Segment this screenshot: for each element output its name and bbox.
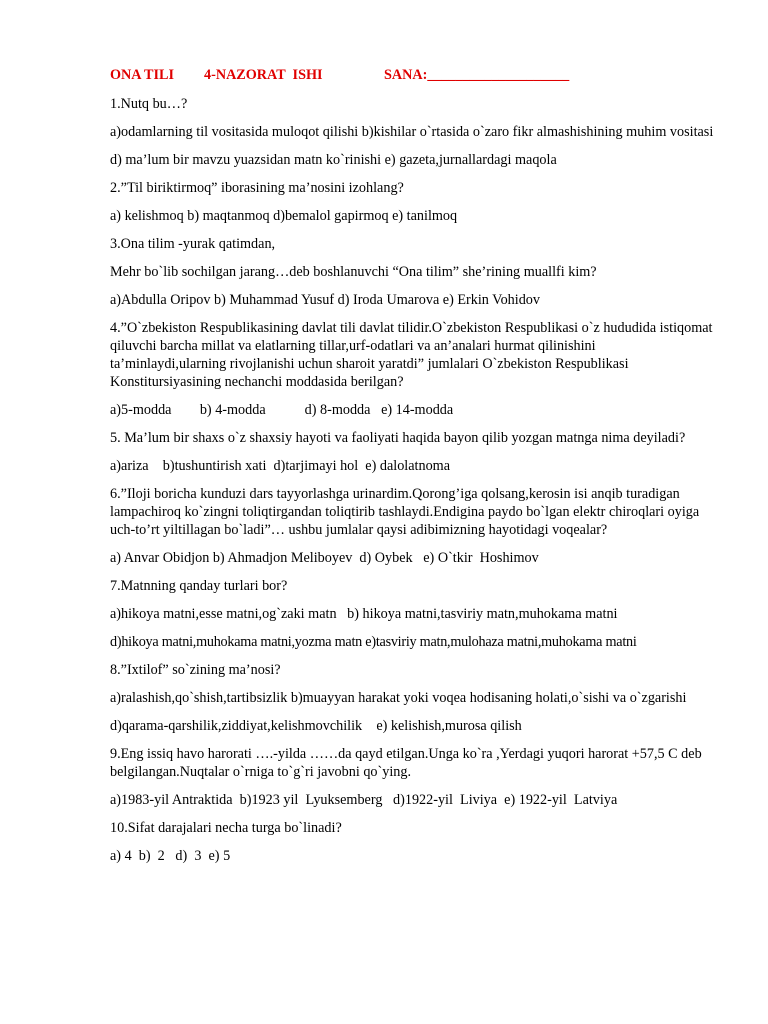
exam-sheet: [110, 66, 715, 875]
answers-1a: a)odamlarning til vositasida muloqot qilishi b)kishilar o`rtasida o`zaro fikr almashishining muhim vositasi: [110, 124, 714, 140]
answers-4: a)5-modda b) 4-modda d) 8-modda e) 14-modda: [110, 402, 454, 418]
question-5: 5. Ma’lum bir shaxs o`z shaxsiy hayoti va faoliyati haqida bayon qilib yozgan matnga nima deyiladi?: [110, 430, 686, 446]
answers-7a: a)hikoya matni,esse matni,og`zaki matn b) hikoya matni,tasviriy matn,muhokama matni: [110, 606, 618, 622]
answers-2: a) kelishmoq b) maqtanmoq d)bemalol gapirmoq e) tanilmoq: [110, 208, 458, 224]
question-1: 1.Nutq bu…?: [110, 96, 188, 112]
date-field: SANA:____________________: [384, 67, 570, 83]
question-7: 7.Matnning qanday turlari bor?: [110, 578, 288, 594]
answers-8a: a)ralashish,qo`shish,tartibsizlik b)muayyan harakat yoki voqea hodisaning holati,o`sishi va o`zgarishi: [110, 690, 687, 706]
answers-1b: d) ma’lum bir mavzu yuazsidan matn ko`rinishi e) gazeta,jurnallardagi maqola: [110, 152, 557, 168]
answers-5: a)ariza b)tushuntirish xati d)tarjimayi hol e) dalolatnoma: [110, 458, 451, 474]
question-9: 9.Eng issiq havo harorati ….-yilda ……da qayd etilgan.Unga ko`ra ,Yerdagi yuqori harorat +57,5 C deb belgilangan.Nuqtalar o`rniga to`g`ri javobni qo`ying.: [110, 746, 702, 780]
subject-title: ONA TILI: [110, 67, 175, 83]
question-10: 10.Sifat darajalari necha turga bo`linadi?: [110, 820, 342, 836]
question-4: 4.”O`zbekiston Respublikasining davlat tili davlat tilidir.O`zbekiston Respublikasi o`z hududida istiqomat qiluvchi barcha millat va elatlarning tillar,urf-odatlari va an’analari hurmat qilinishini ta’minlaydi,ularning rivojlanishi uchun sharoit yaratdi” jumlalari O`zbekiston Respublikasi Konstitursiyasining nechanchi moddasida berilgan?: [110, 320, 713, 390]
question-3-line-1: 3.Ona tilim -yurak qatimdan,: [110, 236, 276, 252]
answers-6: a) Anvar Obidjon b) Ahmadjon Meliboyev d) Oybek e) O`tkir Hoshimov: [110, 550, 539, 566]
answers-8b: d)qarama-qarshilik,ziddiyat,kelishmovchilik e) kelishish,murosa qilish: [110, 718, 522, 734]
question-2: 2.”Til biriktirmoq” iborasining ma’nosini izohlang?: [110, 180, 404, 196]
question-3-line-2: Mehr bo`lib sochilgan jarang…deb boshlanuvchi “Ona tilim” she’rining muallfi kim?: [110, 264, 597, 280]
question-8: 8.”Ixtilof” so`zining ma’nosi?: [110, 662, 281, 678]
exam-title: 4-NAZORAT ISHI: [204, 67, 323, 83]
answers-10: a) 4 b) 2 d) 3 e) 5: [110, 848, 231, 864]
answers-7b: d)hikoya matni,muhokama matni,yozma matn e)tasviriy matn,mulohaza matni,muhokama matni: [110, 634, 637, 650]
answers-3: a)Abdulla Oripov b) Muhammad Yusuf d) Iroda Umarova e) Erkin Vohidov: [110, 292, 540, 308]
question-6: 6.”Iloji boricha kunduzi dars tayyorlashga urinardim.Qorong’iga qolsang,kerosin isi anqib turadigan lampachiroq ko`zingni toliqtirgandan toliqtirib tashlaydi.Endigina paydo bo`lgan elektr chiroqlari oyiga uch-to’rt yiltillagan bo`ladi”… ushbu jumlalar qaysi adibimizning hayotidagi voqealar?: [110, 486, 700, 538]
answers-9: a)1983-yil Antraktida b)1923 yil Lyuksemberg d)1922-yil Liviya e) 1922-yil Latviya: [110, 792, 618, 808]
exam-header: [110, 66, 715, 84]
